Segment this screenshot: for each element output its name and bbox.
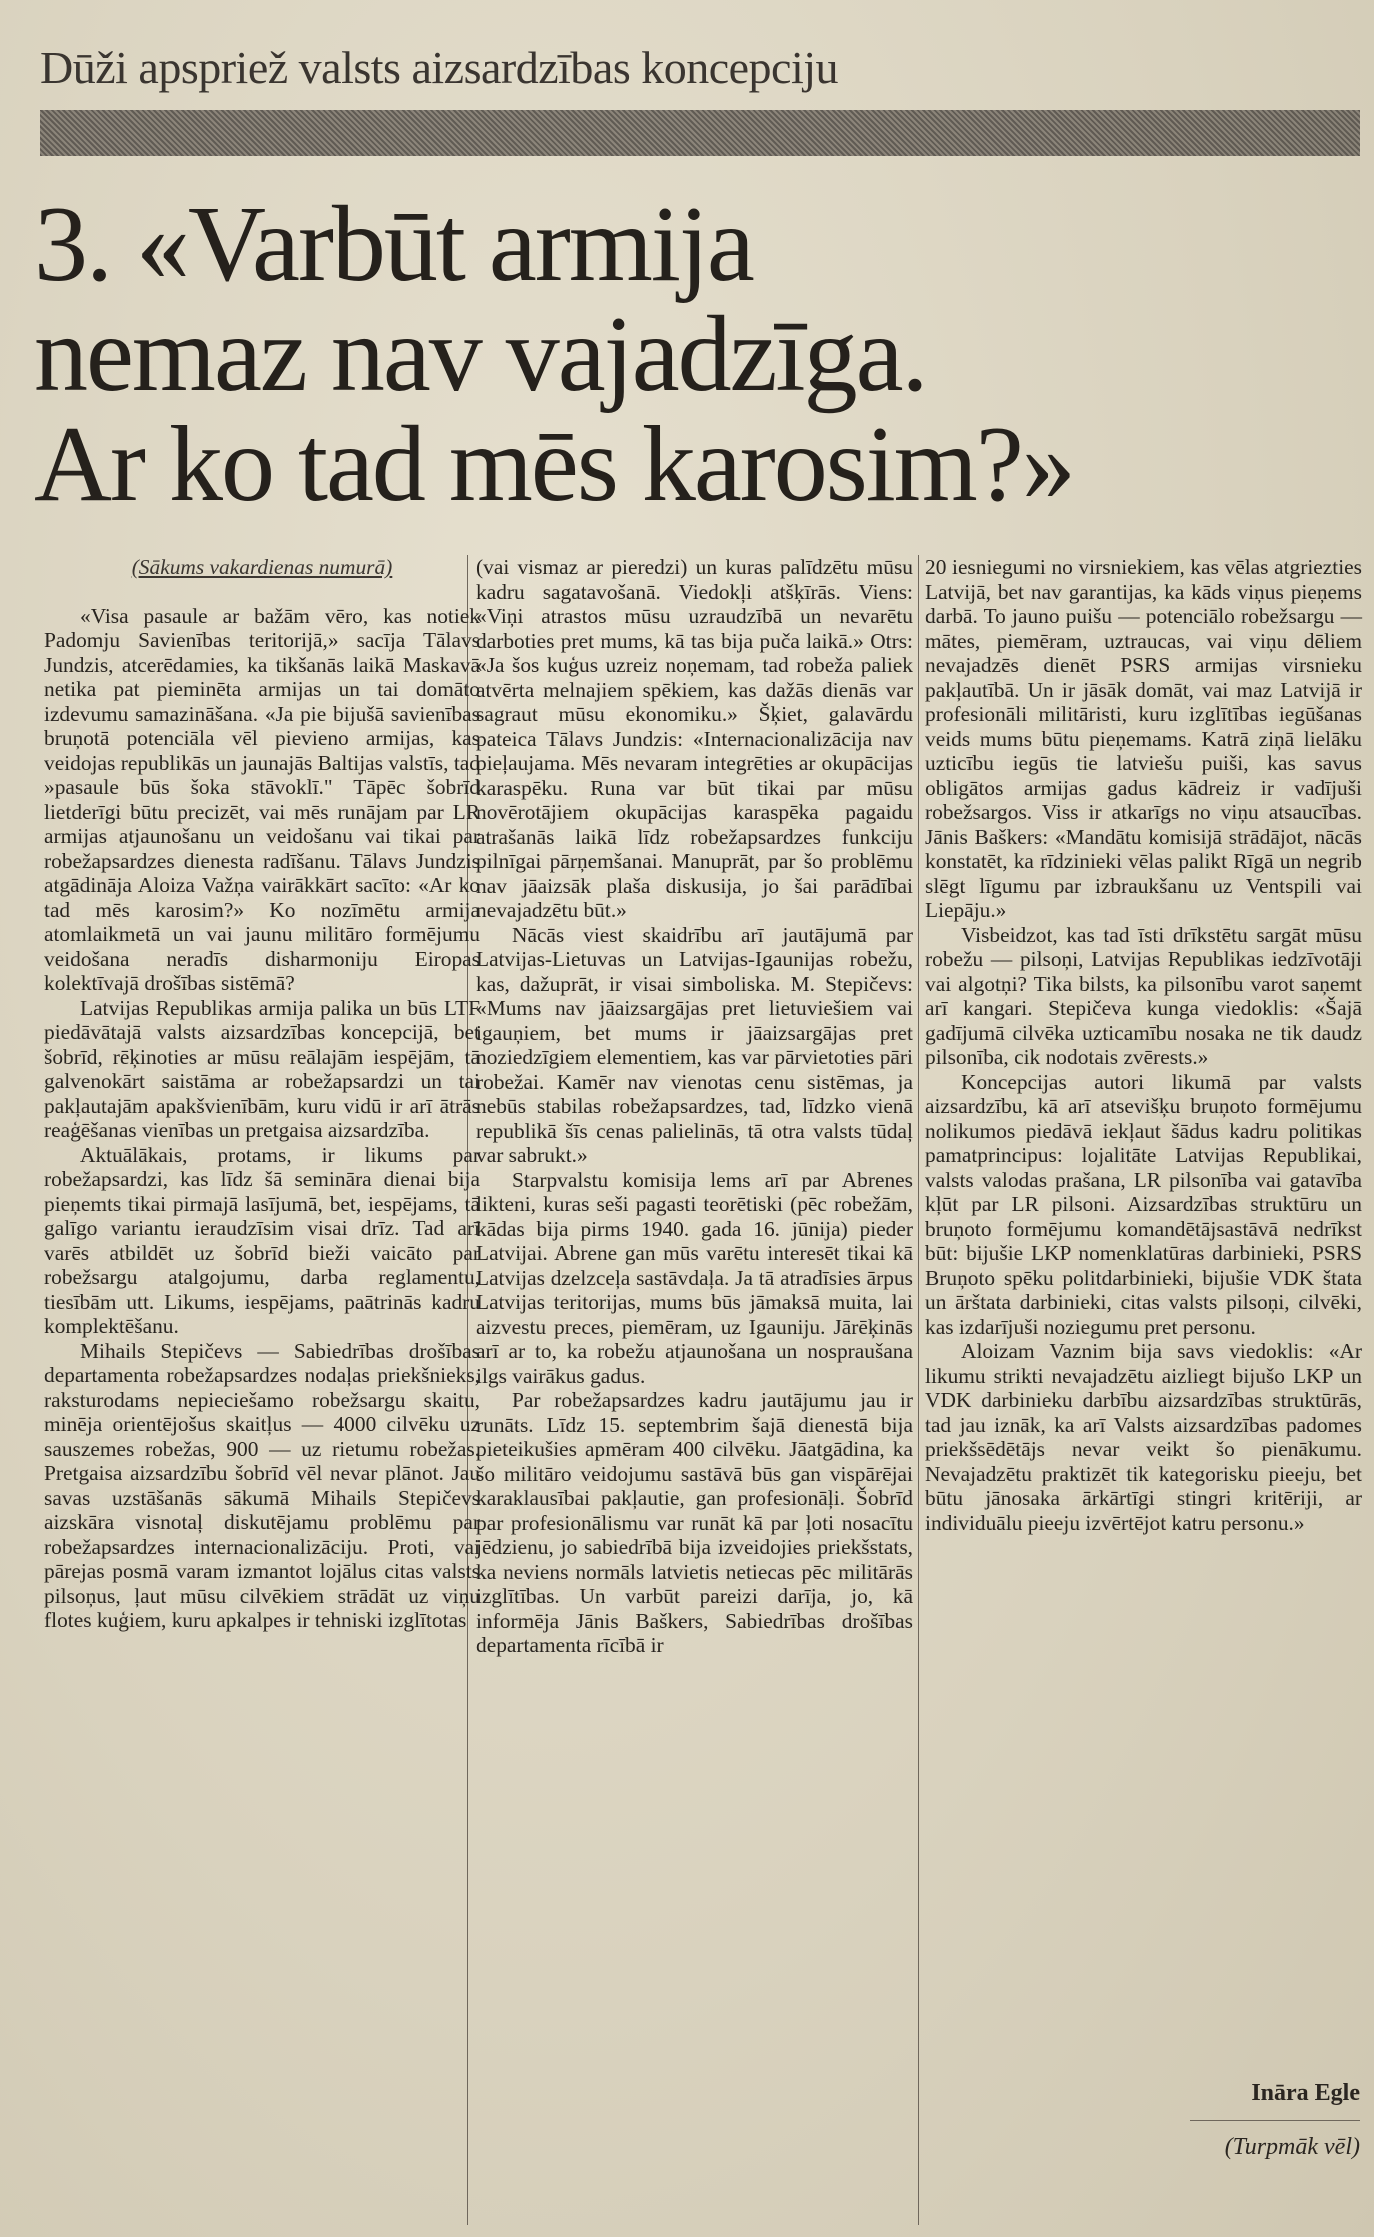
paragraph: Visbeidzot, kas tad īsti drīkstētu sargāt mūsu robežu — pilsoņi, Latvijas Republikas iedzīvotāji vai algotņi? Tika bilsts, ka pilsonību varot saņemt arī kangari. Stepičeva kunga viedoklis: «Šajā gadījumā cilvēka uzticamību nosaka ne tik daudz pilsonība, cik nodotais zvērests.»	[925, 922, 1362, 1069]
paragraph: Nācās viest skaidrību arī jautājumā par Latvijas-Lietuvas un Latvijas-Igaunijas robežu, kas, dažuprāt, ir visai simboliska. M. Stepičevs: «Mums nav jāaizsargājas pret lietuviešiem vai igauņiem, bet mums ir jāaizsargājas pret noziedzīgiem elementiem, kas var pārvietoties pāri robežai. Kamēr nav vienotas cenu sistēmas, ja nebūs stabilas robežapsardzes, tad, līdzko vienā republikā šīs cenas palielinās, tā otra valsts tūdaļ var sabrukt.»	[476, 922, 913, 1167]
paragraph: Latvijas Republikas armija palika un būs LTF piedāvātajā valsts aizsardzības koncepcijā, bet šobrīd, rēķinoties ar mūsu reālajām iespējām, tā galvenokārt saistāma ar robežapsardzi un tai pakļautajām apakšvienībām, kuru vidū ir arī ātrās reaģēšanas vienības un pretgaisa aizsardzība.	[44, 995, 480, 1142]
to-be-continued-note: (Turpmāk vēl)	[1224, 2134, 1360, 2160]
author-signature: Ināra Egle	[1251, 2080, 1360, 2106]
headline	[34, 185, 1334, 524]
paragraph: 20 iesniegumi no virsniekiem, kas vēlas atgriezties Latvijā, bet nav garantijas, ka kāds viņus pieņems darbā. To jauno puišu — potenciālo robežsargu — mātes, piemēram, uztraucas, vai viņu dēliem nevajadzēs dienēt PSRS armijas virsnieku pakļautībā. Un ir jāsāk domāt, vai maz Latvijā ir profesionāli militāristi, kuru izglītības iegūšanas veids mums būtu pieņemams. Katrā ziņā lielāku uzticību iegūs tie latviešu puiši, kas savus obligātos armijas gadus kādreiz ir vadījuši robežsargos. Viss ir atkarīgs no viņu atsaucības. Jānis Baškers: «Mandātu komisijā strādājot, nācās konstatēt, ka rīdzinieki vēlas palikt Rīgā un negrib slēgt līgumu par izbraukšanu uz Ventspili vai Liepāju.»	[925, 555, 1362, 922]
rubric-stripe-band	[40, 110, 1360, 156]
paragraph: Koncepcijas autori likumā par valsts aizsardzību, kā arī atsevišķu bruņoto formējumu nolikumos piedāvā iekļaut šādus kadru politikas pamatprincipus: lojalitāte Latvijas Republikai, valsts valodas prašana, LR pilsonība vai gatavība kļūt par LR pilsoni. Aizsardzības struktūru un bruņoto formējumu komandētājsastāvā nedrīkst būt: bijušie LKP nomenklatūras darbinieki, PSRS Bruņoto spēku politdarbinieki, bijušie VDK štata un ārštata darbinieki, citas valsts pilsoņi, cilvēki, kas izdarījuši noziegumu pret personu.	[925, 1069, 1362, 1339]
paragraph: Aloizam Vaznim bija savs viedoklis: «Ar likumu strikti nevajadzētu aizliegt bijušo LKP un VDK darbinieku darbību aizsardzības struktūrās, tad jau iznāk, ka arī Valsts aizsardzības padomes priekšsēdētājs nevar veikt šo pienākumu. Nevajadzētu praktizēt tik kategorisku pieeju, bet būtu jānosaka ārkārtīgi stingri kritēriji, ar individuālu pieeju izvērtējot katru personu.»	[925, 1339, 1362, 1535]
rubric-title: Dūži apspriež valsts aizsardzības koncepciju	[40, 42, 839, 93]
headline-line-3: Ar ko tad mēs karosim?»	[34, 405, 1074, 524]
headline-line-1: 3. «Varbūt armija	[34, 185, 753, 304]
paragraph: «Visa pasaule ar bažām vēro, kas notiek Padomju Savienības teritorijā,» sacīja Tālavs Jundzis, atcerēdamies, ka tikšanās laikā Maskavā netika pat pieminēta armijas un tai domāto izdevumu samazināšana. «Ja pie bijušā savienības bruņotā potenciāla vēl pievieno armijas, kas veidojas republikās un jaunajās Baltijas valstīs, tad »pasaule būs šoka stāvoklī." Tāpēc šobrīd lietderīgi būtu precizēt, vai mēs runājam par LR armijas atjaunošanu un veidošanu vai tikai par robežapsardzes dienesta radīšanu. Tālavs Jundzis atgādināja Aloiza Važņa vairākkārt sacīto: «Ar ko tad mēs karosim?» Ko nozīmētu armija atomlaikmetā un vai jaunu militāro formējumu veidošana neradīs disharmoniju Eiropas kolektīvajā drošības sistēmā?	[44, 603, 480, 995]
paragraph: Aktuālākais, protams, ir likums par robežapsardzi, kas līdz šā semināra dienai bija pieņemts tikai pirmajā lasījumā, bet, iespējams, tā galīgo variantu ieraudzīsim visai drīz. Tad arī varēs atbildēt uz šobrīd bieži vaicāto par robežsargu atalgojumu, darba reglamentu, tiesībām utt. Likums, iespējams, paātrinās kadru komplektēšanu.	[44, 1142, 480, 1338]
column-divider-2	[918, 555, 919, 2225]
continued-divider	[1190, 2120, 1360, 2121]
article-column-1	[44, 555, 480, 1633]
article-column-2	[476, 555, 913, 1658]
paragraph: (vai vismaz ar pieredzi) un kuras palīdzētu mūsu kadru sagatavošanā. Viedokļi atšķīrās. Viens: «Viņi atrastos mūsu uzraudzībā un nevarētu darboties pret mums, kā tas bija puča laikā.» Otrs: «Ja šos kuģus uzreiz noņemam, tad robeža paliek atvērta melnajiem spēkiem, kas dažās dienās var sagraut mūsu ekonomiku.» Šķiet, galavārdu pateica Tālavs Jundzis: «Internacionalizācija nav pieļaujama. Mēs nevaram integrēties ar okupācijas karaspēku. Runa var būt tikai par mūsu novērotājiem okupācijas karaspēka pagaidu atrašanās laikā līdz robežapsardzes funkciju pilnīgai pārņemšanai. Manuprāt, par šo problēmu nav jāaizsāk plaša diskusija, jo šai parādībai nevajadzētu būt.»	[476, 555, 913, 922]
paragraph: Par robežapsardzes kadru jautājumu jau ir runāts. Līdz 15. septembrim šajā dienestā bija pieteikušies apmēram 400 cilvēku. Jāatgādina, ka šo militāro veidojumu sastāvā būs gan vispārējai karaklausībai pakļautie, gan profesionāļi. Šobrīd par profesionālismu var runāt kā par ļoti nosacītu jēdzienu, jo sabiedrībā bija izveidojies priekšstats, ka neviens normāls latvietis netiecas pēc militārās izglītības. Un varbūt pareizi darīja, jo, kā informēja Jānis Baškers, Sabiedrības drošības departamenta rīcībā ir	[476, 1388, 913, 1657]
paragraph: Mihails Stepičevs — Sabiedrības drošības departamenta robežapsardzes nodaļas priekšnieks, raksturodams nepieciešamo robežsargu skaitu, minēja orientējošus skaitļus — 4000 cilvēku uz sauszemes robežas, 900 — uz rietumu robežas. Pretgaisa aizsardzību šobrīd vēl nevar plānot. Jau savas uzstāšanās sākumā Mihails Stepičevs aizskāra visnotaļ diskutējamu problēmu par robežapsardzes internacionalizāciju. Proti, vai pārejas posmā varam izmantot lojālus citas valsts pilsoņus, ļaut mūsu cilvēkiem strādāt uz viņu flotes kuģiem, kuru apkalpes ir tehniski izglītotas	[44, 1338, 480, 1632]
continuation-note: (Sākums vakardienas numurā)	[131, 555, 393, 579]
headline-line-2: nemaz nav vajadzīga.	[34, 295, 927, 414]
paragraph: Starpvalstu komisija lems arī par Abrenes likteni, kuras seši pagasti teorētiski (pēc robežām, kādas bija pirms 1940. gada 16. jūnija) pieder Latvijai. Abrene gan mūs varētu interesēt tikai kā Latvijas dzelzceļa sastāvdaļa. Ja tā atradīsies ārpus Latvijas teritorijas, mums būs jāmaksā muita, lai aizvestu preces, piemēram, uz Igauniju. Jārēķinās arī ar to, ka robežu atjaunošana un nospraušana ilgs vairākus gadus.	[476, 1167, 913, 1388]
article-column-3	[925, 555, 1362, 1535]
